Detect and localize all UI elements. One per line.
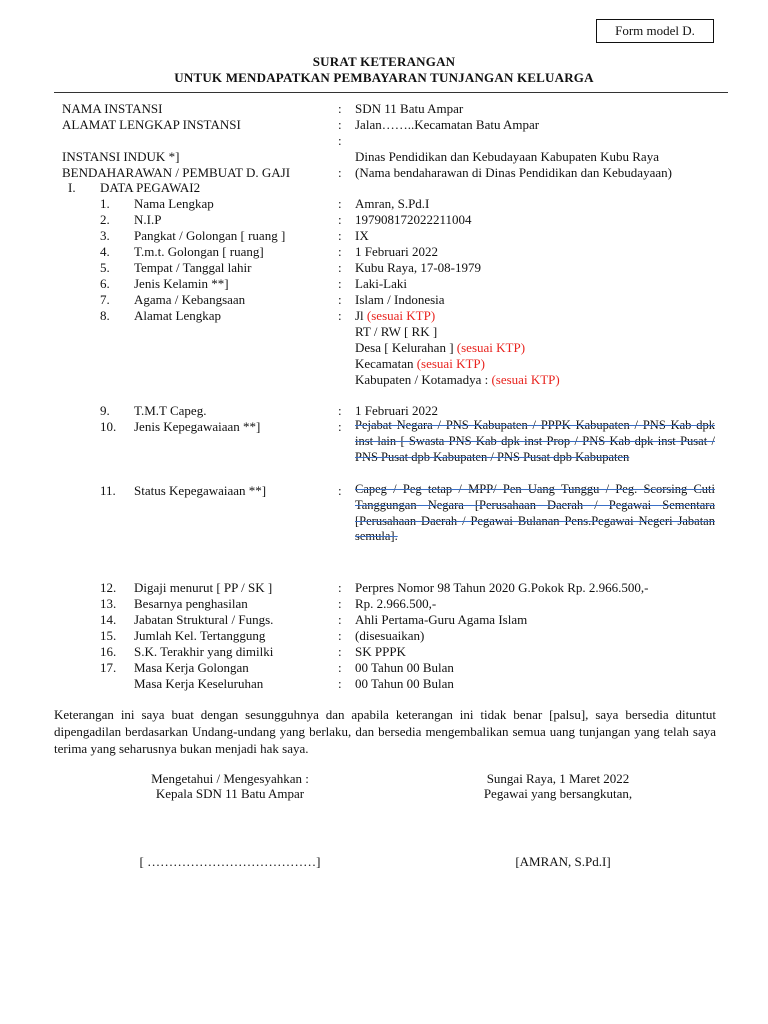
employee-signature-name: [AMRAN, S.Pd.I] (515, 854, 611, 869)
field-label-instansi-induk: INSTANSI INDUK *] (62, 149, 180, 164)
item-number: 3. (100, 228, 110, 243)
employee-title: Pegawai yang bersangkutan, (483, 786, 633, 801)
item-value: Ahli Pertama-Guru Agama Islam (355, 612, 528, 627)
colon: : (338, 101, 342, 116)
field-value-nama-instansi: SDN 11 Batu Ampar (355, 101, 464, 116)
address-note: (sesuai KTP) (456, 340, 526, 355)
colon: : (338, 133, 342, 148)
item-value: (disesuaikan) (355, 628, 425, 643)
item-label: N.I.P (134, 212, 162, 227)
item-label: Nama Lengkap (134, 196, 214, 211)
item-value: 197908172022211004 (355, 212, 472, 227)
address-desa-label: Desa [ Kelurahan ] (355, 340, 457, 355)
item-label: Pangkat / Golongan [ ruang ] (134, 228, 286, 243)
item-number: 8. (100, 308, 110, 323)
document-title: SURAT KETERANGAN (312, 54, 456, 69)
field-value-instansi-induk: Dinas Pendidikan dan Kebudayaan Kabupaten Kubu Raya (355, 149, 659, 164)
statement-paragraph: Keterangan ini saya buat dengan sesungguhnya dan apabila keterangan ini tidak benar [palsu], saya bersedia dituntut dipengadilan berdasarkan Undang-undang yang berlaku, dan bersedia mengembalikan semua uang tunjangan yang telah saya terima yang seharusnya bukan menjadi hak saya. (54, 707, 716, 756)
item-number: 17. (100, 660, 117, 675)
employment-status-text: Capeg / Peg tetap / MPP/ Pen Uang Tunggu / Peg. Scorsing Cuti Tanggungan Negara [Perusahaan Daerah / Pegawai Sementara [Perusahaan Daerah / Pegawai Bulanan Pens.Pegawai Negeri Jabatan semula]. (355, 482, 715, 544)
item-value: Perpres Nomor 98 Tahun 2020 G.Pokok Rp. 2.966.500,- (355, 580, 649, 595)
colon: : (338, 644, 342, 659)
address-note: (sesuai KTP) (491, 372, 560, 387)
item-number: 9. (100, 403, 110, 418)
colon: : (338, 419, 342, 434)
item-value: 00 Tahun 00 Bulan (355, 676, 454, 691)
colon: : (338, 196, 342, 211)
section-title: DATA PEGAWAI2 (100, 180, 201, 195)
item-value: SK PPPK (355, 644, 406, 659)
colon: : (338, 660, 342, 675)
item-value: 1 Februari 2022 (355, 244, 439, 259)
item-number: 6. (100, 276, 110, 291)
item-label: Tempat / Tanggal lahir (134, 260, 252, 275)
address-kecamatan (355, 356, 485, 372)
item-value: 1 Februari 2022 (355, 403, 439, 418)
item-number: 1. (100, 196, 110, 211)
field-label-alamat-instansi: ALAMAT LENGKAP INSTANSI (62, 117, 241, 132)
item-value: IX (355, 228, 369, 243)
address-street (355, 308, 435, 324)
principal-signature-name: [ …………………………………] (139, 854, 321, 869)
field-value-alamat-instansi: Jalan……..Kecamatan Batu Ampar (355, 117, 540, 132)
item-value: Rp. 2.966.500,- (355, 596, 437, 611)
colon: : (338, 580, 342, 595)
item-number: 13. (100, 596, 117, 611)
item-number: 2. (100, 212, 110, 227)
address-rtrw: RT / RW [ RK ] (355, 324, 438, 339)
item-value: Amran, S.Pd.I (355, 196, 430, 211)
item-label: Digaji menurut [ PP / SK ] (134, 580, 273, 595)
item-label: Besarnya penghasilan (134, 596, 248, 611)
employment-type-options (355, 418, 715, 465)
item-label: Masa Kerja Keseluruhan (134, 676, 264, 691)
colon: : (338, 276, 342, 291)
address-note: (sesuai KTP) (416, 356, 485, 371)
colon: : (338, 228, 342, 243)
employment-type-text: Pejabat Negara / PNS Kabupaten / PPPK Kabupaten / PNS Kab dpk inst lain [ Swasta PNS Kab dpk inst Prop / PNS Kab dpk inst Pusat / PNS Pusat dpb Kabupaten / PNS Pusat dpb Kabupaten (355, 418, 715, 464)
address-kecamatan-label: Kecamatan (355, 356, 417, 371)
field-value-bendaharawan: (Nama bendaharawan di Dinas Pendidikan dan Kebudayaan) (355, 165, 672, 180)
colon: : (338, 628, 342, 643)
principal-title: Kepala SDN 11 Batu Ampar (155, 786, 305, 801)
item-number: 5. (100, 260, 110, 275)
item-label: Jumlah Kel. Tertanggung (134, 628, 266, 643)
address-kabupaten (355, 372, 560, 388)
section-number: I. (68, 180, 76, 195)
item-number: 14. (100, 612, 117, 627)
field-label-bendaharawan: BENDAHARAWAN / PEMBUAT D. GAJI (62, 165, 291, 180)
item-label: T.m.t. Golongan [ ruang] (134, 244, 264, 259)
colon: : (338, 403, 342, 418)
item-label: Agama / Kebangsaan (134, 292, 246, 307)
employment-status-options (355, 482, 715, 545)
item-value: Islam / Indonesia (355, 292, 445, 307)
item-number: 10. (100, 419, 117, 434)
colon: : (338, 676, 342, 691)
colon: : (338, 308, 342, 323)
address-street-label: Jl (355, 308, 367, 323)
item-value: Kubu Raya, 17-08-1979 (355, 260, 482, 275)
colon: : (338, 292, 342, 307)
colon: : (338, 117, 342, 132)
item-label: Alamat Lengkap (134, 308, 221, 323)
address-desa (355, 340, 525, 356)
item-label: T.M.T Capeg. (134, 403, 207, 418)
item-number: 15. (100, 628, 117, 643)
colon: : (338, 612, 342, 627)
colon: : (338, 260, 342, 275)
field-label-nama-instansi: NAMA INSTANSI (62, 101, 163, 116)
header-divider (54, 92, 728, 93)
address-kabupaten-label: Kabupaten / Kotamadya : (355, 372, 492, 387)
item-label: Masa Kerja Golongan (134, 660, 249, 675)
form-model-label: Form model D. (596, 19, 714, 43)
item-number: 12. (100, 580, 117, 595)
colon: : (338, 596, 342, 611)
colon: : (338, 244, 342, 259)
document-subtitle: UNTUK MENDAPATKAN PEMBAYARAN TUNJANGAN KELUARGA (174, 70, 594, 85)
approval-label: Mengetahui / Mengesyahkan : (151, 771, 309, 786)
colon: : (338, 165, 342, 180)
item-number: 11. (100, 483, 116, 498)
colon: : (338, 483, 342, 498)
place-date: Sungai Raya, 1 Maret 2022 (486, 771, 630, 786)
item-number: 16. (100, 644, 117, 659)
colon: : (338, 212, 342, 227)
address-note: (sesuai KTP) (366, 308, 436, 323)
item-number: 7. (100, 292, 110, 307)
item-label: Jabatan Struktural / Fungs. (134, 612, 274, 627)
item-number: 4. (100, 244, 110, 259)
item-label: S.K. Terakhir yang dimilki (134, 644, 274, 659)
item-label: Jenis Kelamin **] (134, 276, 229, 291)
item-label: Jenis Kepegawaiaan **] (134, 419, 261, 434)
item-label: Status Kepegawaiaan **] (134, 483, 267, 498)
item-value: 00 Tahun 00 Bulan (355, 660, 454, 675)
item-value: Laki-Laki (355, 276, 407, 291)
